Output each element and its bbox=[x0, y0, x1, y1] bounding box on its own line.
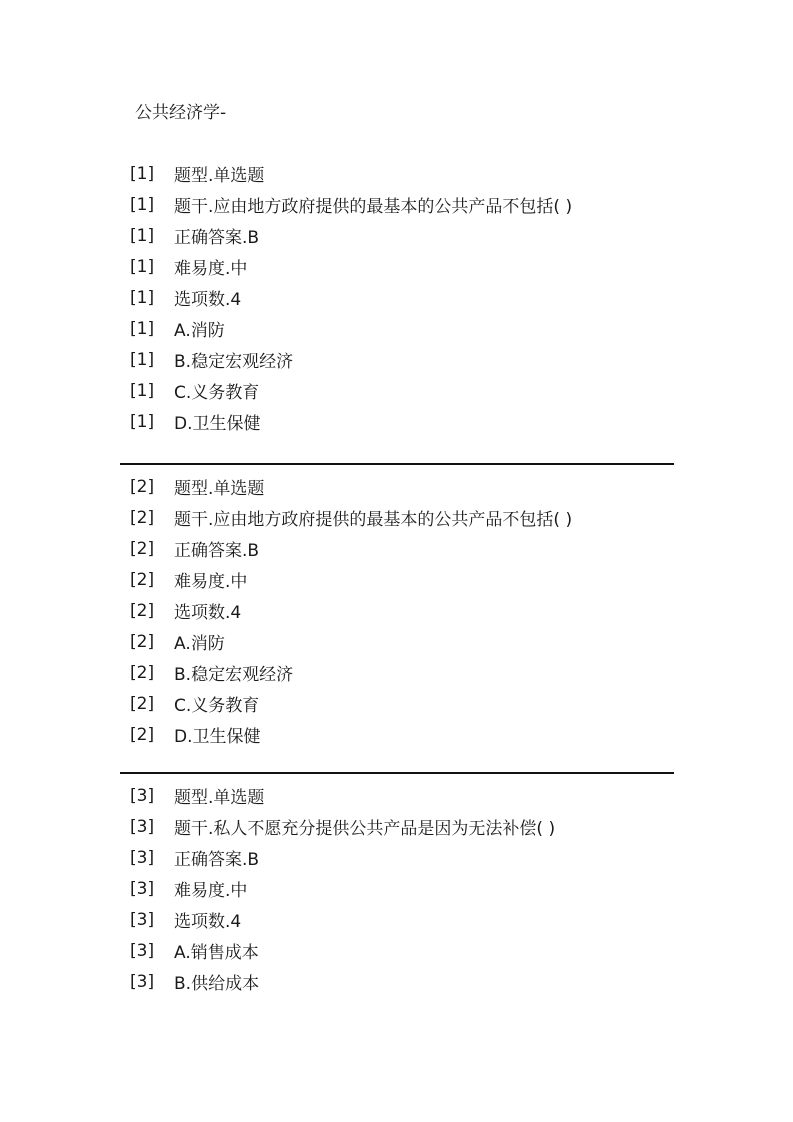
question-block-1 bbox=[120, 158, 674, 437]
option-b: B.供给成本 bbox=[174, 974, 260, 994]
option-b-row bbox=[120, 344, 674, 375]
question-type: 题型.单选题 bbox=[174, 166, 265, 186]
option-a: A.销售成本 bbox=[174, 943, 259, 963]
question-divider bbox=[120, 463, 674, 465]
option-a-row bbox=[120, 313, 674, 344]
question-index: [1] bbox=[130, 349, 155, 370]
question-index: [2] bbox=[130, 693, 155, 714]
question-stem: 题干.应由地方政府提供的最基本的公共产品不包括( ) bbox=[174, 510, 573, 530]
question-index: [3] bbox=[130, 909, 155, 930]
question-index: [3] bbox=[130, 785, 155, 806]
question-index: [3] bbox=[130, 816, 155, 837]
question-type: 题型.单选题 bbox=[174, 788, 265, 808]
question-index: [1] bbox=[130, 256, 155, 277]
question-stem-row bbox=[120, 189, 674, 220]
question-stem: 题干.私人不愿充分提供公共产品是因为无法补偿( ) bbox=[174, 819, 556, 839]
option-c: C.义务教育 bbox=[174, 383, 260, 403]
question-index: [3] bbox=[130, 940, 155, 961]
option-count: 选项数.4 bbox=[174, 290, 242, 310]
option-count-row bbox=[120, 595, 674, 626]
correct-answer: 正确答案.B bbox=[174, 541, 260, 561]
question-index: [1] bbox=[130, 287, 155, 308]
question-index: [1] bbox=[130, 411, 155, 432]
question-index: [3] bbox=[130, 847, 155, 868]
question-index: [2] bbox=[130, 476, 155, 497]
option-b: B.稳定宏观经济 bbox=[174, 665, 294, 685]
option-b: B.稳定宏观经济 bbox=[174, 352, 294, 372]
difficulty: 难易度.中 bbox=[174, 259, 248, 279]
question-index: [2] bbox=[130, 724, 155, 745]
question-divider bbox=[120, 772, 674, 774]
question-index: [2] bbox=[130, 662, 155, 683]
question-type: 题型.单选题 bbox=[174, 479, 265, 499]
option-d-row bbox=[120, 719, 674, 750]
question-index: [1] bbox=[130, 163, 155, 184]
question-type-row bbox=[120, 158, 674, 189]
option-c: C.义务教育 bbox=[174, 696, 260, 716]
option-d-row bbox=[120, 406, 674, 437]
difficulty: 难易度.中 bbox=[174, 881, 248, 901]
option-a-row bbox=[120, 626, 674, 657]
option-b-row bbox=[120, 657, 674, 688]
option-c-row bbox=[120, 688, 674, 719]
option-a: A.消防 bbox=[174, 321, 225, 341]
option-count-row bbox=[120, 282, 674, 313]
difficulty-row bbox=[120, 564, 674, 595]
option-count: 选项数.4 bbox=[174, 912, 242, 932]
question-index: [3] bbox=[130, 878, 155, 899]
difficulty: 难易度.中 bbox=[174, 572, 248, 592]
question-index: [1] bbox=[130, 380, 155, 401]
correct-answer-row bbox=[120, 842, 674, 873]
option-d: D.卫生保健 bbox=[174, 727, 261, 747]
option-d: D.卫生保健 bbox=[174, 414, 261, 434]
question-index: [1] bbox=[130, 318, 155, 339]
difficulty-row bbox=[120, 251, 674, 282]
question-index: [2] bbox=[130, 600, 155, 621]
question-index: [2] bbox=[130, 507, 155, 528]
question-index: [2] bbox=[130, 538, 155, 559]
option-count: 选项数.4 bbox=[174, 603, 242, 623]
question-block-2 bbox=[120, 463, 674, 750]
option-c-row bbox=[120, 375, 674, 406]
question-stem-row bbox=[120, 502, 674, 533]
correct-answer-row bbox=[120, 220, 674, 251]
option-a: A.消防 bbox=[174, 634, 225, 654]
question-index: [1] bbox=[130, 194, 155, 215]
question-type-row bbox=[120, 780, 674, 811]
option-a-row bbox=[120, 935, 674, 966]
question-index: [3] bbox=[130, 971, 155, 992]
correct-answer-row bbox=[120, 533, 674, 564]
question-stem-row bbox=[120, 811, 674, 842]
difficulty-row bbox=[120, 873, 674, 904]
question-index: [2] bbox=[130, 631, 155, 652]
option-b-row bbox=[120, 966, 674, 997]
correct-answer: 正确答案.B bbox=[174, 228, 260, 248]
question-block-3 bbox=[120, 772, 674, 997]
page-title: 公共经济学- bbox=[135, 103, 227, 123]
option-count-row bbox=[120, 904, 674, 935]
question-index: [2] bbox=[130, 569, 155, 590]
question-stem: 题干.应由地方政府提供的最基本的公共产品不包括( ) bbox=[174, 197, 573, 217]
question-type-row bbox=[120, 471, 674, 502]
correct-answer: 正确答案.B bbox=[174, 850, 260, 870]
question-index: [1] bbox=[130, 225, 155, 246]
